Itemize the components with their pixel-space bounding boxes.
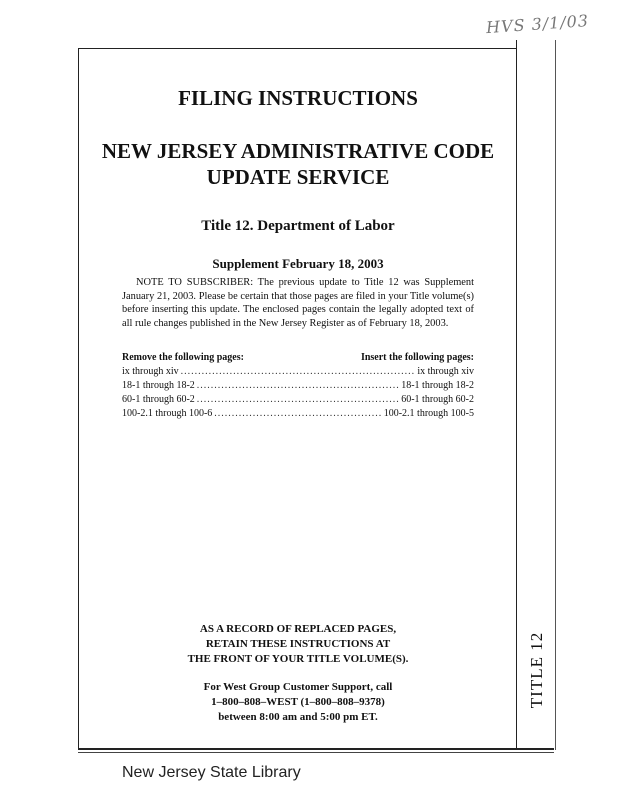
insert-range: 18-1 through 18-2: [401, 380, 474, 391]
support-phone: 1–800–808–WEST (1–800–808–9378): [211, 696, 385, 708]
leader-dots: [181, 366, 416, 377]
page-replacement-table: [122, 352, 474, 422]
document-title: FILING INSTRUCTIONS: [178, 86, 418, 110]
remove-range: 60-1 through 60-2: [122, 394, 195, 405]
side-tab-text: TITLE 12: [527, 631, 547, 709]
record-line-2: RETAIN THESE INSTRUCTIONS AT: [205, 638, 391, 650]
leader-dots: [197, 380, 399, 391]
frame-bottom-rule-secondary: [78, 752, 554, 753]
document-subtitle: [100, 138, 496, 190]
insert-column-header: Insert the following pages:: [360, 352, 474, 363]
record-instructions: [100, 622, 496, 667]
insert-range: 100-2.1 through 100-5: [383, 408, 474, 419]
side-tab-label: [520, 630, 554, 710]
note-to-subscriber: NOTE TO SUBSCRIBER: The previous update to Title 12 was Supplement January 21, 2003. Please be certain that those pages are filed in your Title volume(s) before inserting this update. The enclosed pages contain the legally adopted text of all rule changes published in the New Jersey Register as of February 18, 2003.: [122, 277, 474, 329]
table-row: [122, 380, 474, 394]
remove-range: ix through xiv: [122, 366, 179, 377]
customer-support-info: [100, 680, 496, 725]
record-line-1: AS A RECORD OF REPLACED PAGES,: [199, 623, 397, 635]
table-row: [122, 408, 474, 422]
remove-range: 100-2.1 through 100-6: [122, 408, 213, 419]
record-line-3: THE FRONT OF YOUR TITLE VOLUME(S).: [187, 653, 409, 665]
table-header: [122, 352, 474, 363]
title-heading: Title 12. Department of Labor: [201, 218, 395, 234]
table-row: [122, 366, 474, 380]
subtitle-line-1: NEW JERSEY ADMINISTRATIVE CODE: [101, 139, 495, 163]
supplement-date: Supplement February 18, 2003: [212, 256, 384, 271]
frame-top-rule: [78, 48, 516, 49]
remove-range: 18-1 through 18-2: [122, 380, 195, 391]
handwritten-initials-date: HVS 3/1/03: [485, 11, 590, 38]
leader-dots: [214, 408, 381, 419]
frame-left-rule: [78, 48, 79, 748]
support-line-1: For West Group Customer Support, call: [203, 681, 393, 693]
insert-range: ix through xiv: [417, 366, 474, 377]
frame-bottom-rule: [78, 748, 554, 750]
leader-dots: [197, 394, 399, 405]
remove-column-header: Remove the following pages:: [122, 352, 244, 363]
insert-range: 60-1 through 60-2: [401, 394, 474, 405]
subtitle-line-2: UPDATE SERVICE: [206, 165, 390, 189]
support-hours: between 8:00 am and 5:00 pm ET.: [218, 711, 378, 723]
table-row: [122, 394, 474, 408]
library-stamp: New Jersey State Library: [122, 764, 301, 781]
